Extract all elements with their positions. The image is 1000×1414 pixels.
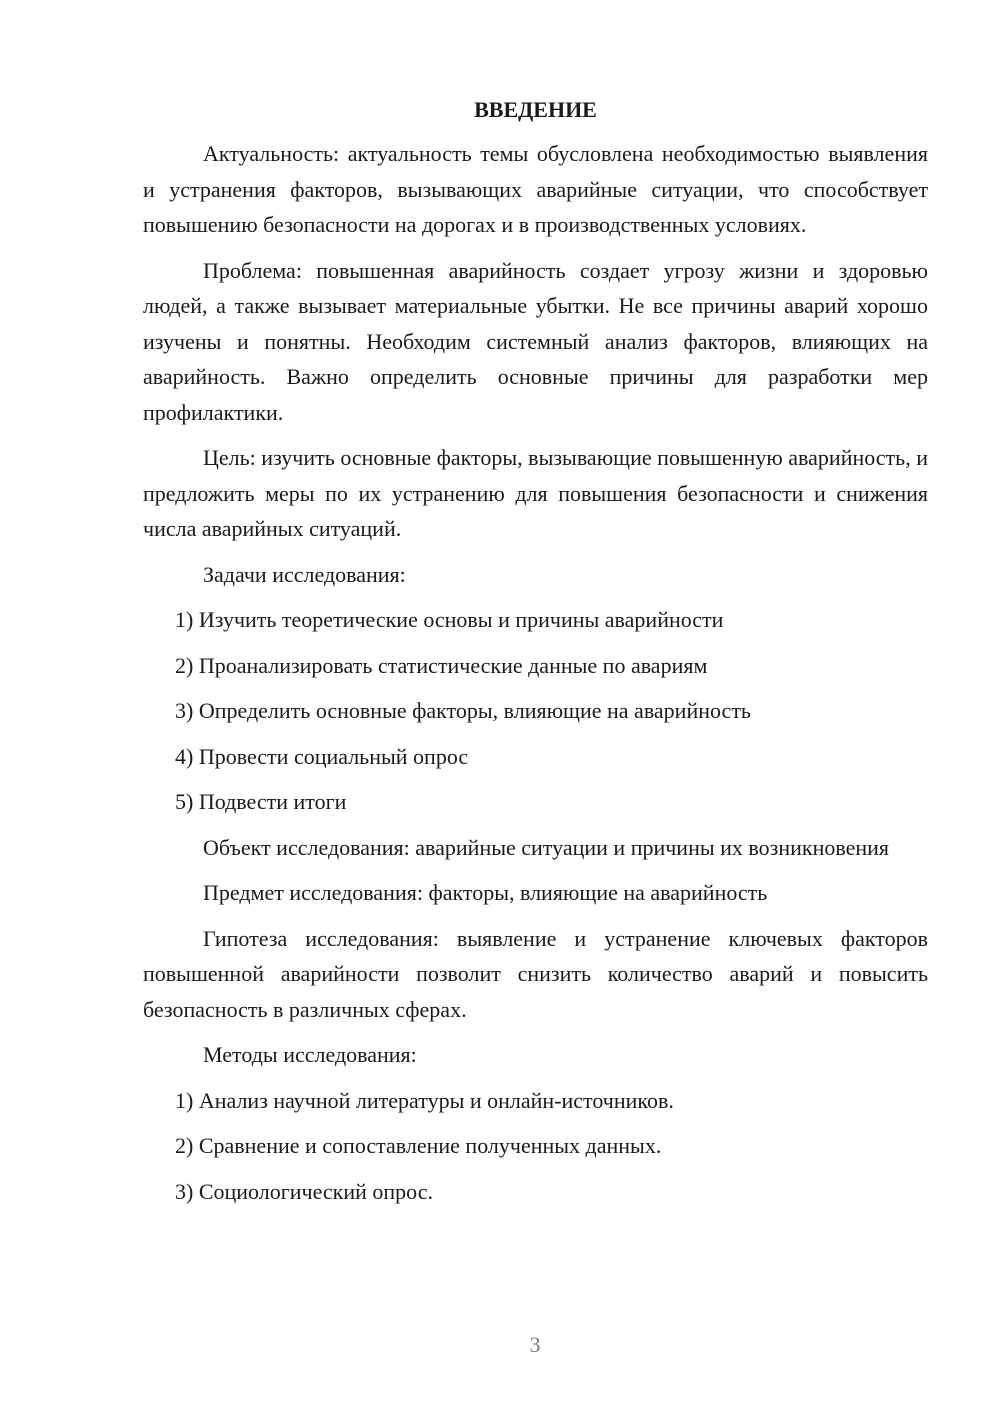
tasks-list — [143, 602, 928, 820]
list-item: 3) Социологический опрос. — [175, 1178, 433, 1204]
problem-paragraph: Проблема: повышенная аварийность создает угрозу жизни и здоровью людей, а также вызывает материальные убытки. Не все причины аварий хорошо изучены и понятны. Необходим системный анализ факторов, влияющих на аварийность. Важно определить основные причины для разработки мер профилактики. — [143, 257, 928, 425]
tasks-heading: Задачи исследования: — [203, 561, 406, 587]
list-item: 3) Определить основные факторы, влияющие на аварийность — [175, 698, 751, 723]
section-title: ВВЕДЕНИЕ — [474, 97, 597, 122]
methods-heading: Методы исследования: — [203, 1042, 417, 1067]
object-paragraph: Объект исследования: аварийные ситуации и причины их возникновения — [203, 834, 890, 860]
page-number: 3 — [529, 1332, 541, 1357]
hypothesis-paragraph: Гипотеза исследования: выявление и устранение ключевых факторов повышенной аварийности позволит снизить количество аварий и повысить безопасность в различных сферах. — [143, 925, 928, 1022]
list-item: 1) Анализ научной литературы и онлайн-источников. — [175, 1087, 674, 1113]
relevance-paragraph: Актуальность: актуальность темы обусловлена необходимостью выявления и устранения факторов, вызывающих аварийные ситуации, что способствует повышению безопасности на дорогах и в производственных условиях. — [143, 141, 928, 237]
list-item: 4) Провести социальный опрос — [175, 743, 469, 769]
page-content — [143, 92, 928, 1219]
subject-paragraph: Предмет исследования: факторы, влияющие на аварийность — [203, 880, 768, 905]
methods-list — [143, 1083, 928, 1210]
list-item: 5) Подвести итоги — [175, 789, 347, 814]
list-item: 2) Проанализировать статистические данные по авариям — [175, 652, 708, 678]
list-item: 1) Изучить теоретические основы и причины аварийности — [175, 607, 724, 632]
list-item: 2) Сравнение и сопоставление полученных данных. — [175, 1133, 662, 1158]
goal-paragraph: Цель: изучить основные факторы, вызывающие повышенную аварийность, и предложить меры по их устранению для повышения безопасности и снижения числа аварийных ситуаций. — [143, 445, 928, 541]
